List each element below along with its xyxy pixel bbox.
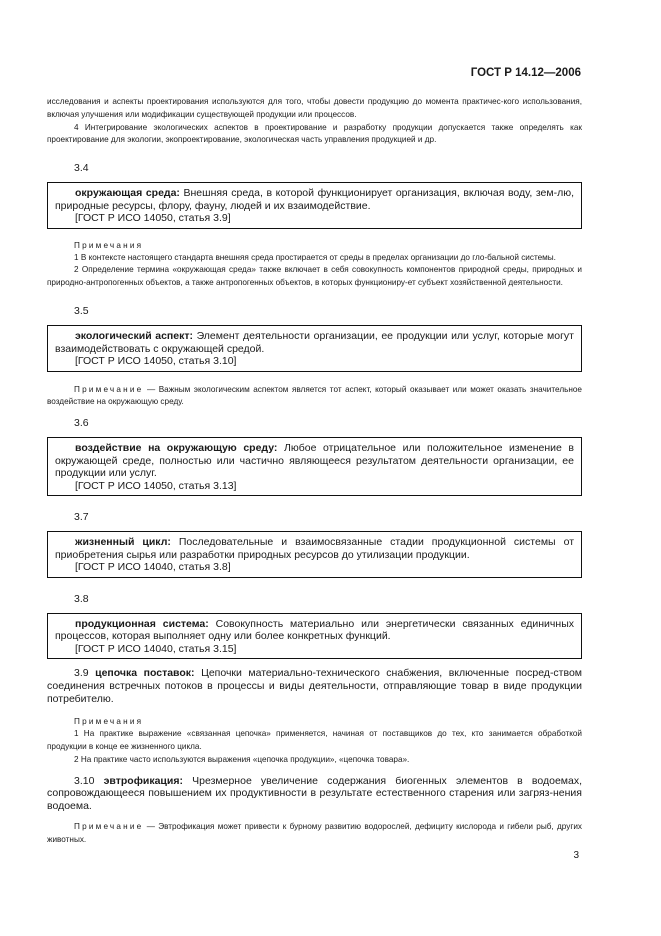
note — [47, 384, 582, 410]
note-2: 2 На практике часто используются выражения «цепочка продукции», «цепочка товара». — [74, 754, 410, 764]
definition-box-3-5 — [47, 325, 582, 372]
section-number-3-7: 3.7 — [74, 511, 89, 524]
note-2: 2 Определение термина «окружающая среда» также включает в себя совокупность компонентов природной среды, природных и природно-антропогенных объектов, а также антропогенных объектов, в которых функциониру-ет субъект хозяйственной деятельности. — [47, 265, 582, 288]
section-number-3-4: 3.4 — [74, 162, 89, 175]
notes-heading: Примечания — [74, 240, 144, 250]
term: воздействие на окружающую среду: — [75, 442, 278, 455]
source-reference: [ГОСТ Р ИСО 14040, статья 3.15] — [75, 642, 237, 655]
note-1: 1 В контексте настоящего стандарта внешняя среда простирается от среды в пределах организации до гло-бальной системы. — [74, 252, 556, 262]
source-reference: [ГОСТ Р ИСО 14050, статья 3.13] — [75, 479, 237, 492]
definition-box-3-4 — [47, 182, 582, 229]
source-reference: [ГОСТ Р ИСО 14040, статья 3.8] — [75, 561, 231, 574]
intro-note-4: 4 Интегрирование экологических аспектов в проектирование и разработку продукции допускается также определять как проектирование для экологии, экопроектирование, экологическая часть управления продукцией и др. — [47, 122, 582, 145]
page-number: 3 — [573, 850, 579, 861]
definition: Совокупность материально или энергетически связанных единичных процессов, которая выполняет одну или более конкретных функций. — [55, 617, 574, 643]
note-body: — Важным экологическим аспектом является тот аспект, который оказывает или может оказать значительное воздействие на окружающую среду. — [47, 384, 582, 407]
definition: Цепочки материально-технического снабжения, включенные посред-ством соединения встречных потоков в процессы и виды деятельности, отправляющие товар в виде продукции потребителю. — [47, 667, 583, 705]
page-content — [47, 96, 582, 846]
note-1: 1 На практике выражение «связанная цепочка» применяется, начиная от поставщиков до тех, кто занимается обработкой продукции в конце ее жизненного цикла. — [47, 729, 582, 752]
note — [47, 821, 582, 847]
definition: Элемент деятельности организации, ее продукции или услуг, которые могут взаимодействовать с окружающей средой. — [55, 330, 574, 355]
definition: Последовательные и взаимосвязанные стадии продукционной системы от приобретения сырья или разработки природных ресурсов до утилизации продукции. — [55, 536, 574, 561]
note-body: — Эвтрофикация может привести к бурному развитию водорослей, дефициту кислорода и гибели рыб, других животных. — [47, 821, 582, 844]
definition: Внешняя среда, в которой функционирует организация, включая воду, зем-лю, природные ресурсы, флору, фауну, людей и их взаимодействие. — [55, 187, 574, 212]
term: эвтрофикация: — [103, 774, 183, 787]
definition-box-3-7 — [47, 531, 582, 578]
source-reference: [ГОСТ Р ИСО 14050, статья 3.9] — [75, 212, 231, 225]
definition: Любое отрицательное или положительное изменение в окружающей среде, полностью или частично являющееся результатом деятельности организации, ее продукции или услуг. — [55, 442, 574, 480]
term: экологический аспект: — [75, 330, 193, 343]
term: цепочка поставок: — [95, 667, 195, 680]
term: продукционная система: — [75, 617, 209, 630]
definition-box-3-8 — [47, 613, 582, 660]
section-number-3-8: 3.8 — [74, 592, 89, 605]
definition-box-3-6 — [47, 437, 582, 496]
document-code: ГОСТ Р 14.12—2006 — [470, 67, 581, 79]
intro-continuation: исследования и аспекты проектирования используются для того, чтобы довести продукцию до момента практичес-кого использования, включая улучшения или модификации существующей продукции или процессов. — [47, 97, 582, 119]
term: жизненный цикл: — [75, 536, 171, 549]
definition: Чрезмерное увеличение содержания биогенных элементов в водоемах, сопровождающееся повышением их продуктивности в результате естественного старения или загряз-нения водоема. — [47, 774, 583, 813]
section-number-3-6: 3.6 — [74, 417, 89, 430]
source-reference: [ГОСТ Р ИСО 14050, статья 3.10] — [75, 355, 237, 368]
term-3-9 — [47, 667, 582, 705]
section-number-3-5: 3.5 — [74, 305, 89, 318]
term: окружающая среда: — [75, 187, 180, 200]
term-3-10 — [47, 775, 582, 813]
section-number-3-9: 3.9 — [74, 667, 89, 680]
section-number-3-10: 3.10 — [74, 774, 95, 787]
note-label: Примечание — [74, 384, 144, 394]
notes-heading: Примечания — [74, 717, 144, 727]
note-label: Примечание — [74, 821, 144, 831]
